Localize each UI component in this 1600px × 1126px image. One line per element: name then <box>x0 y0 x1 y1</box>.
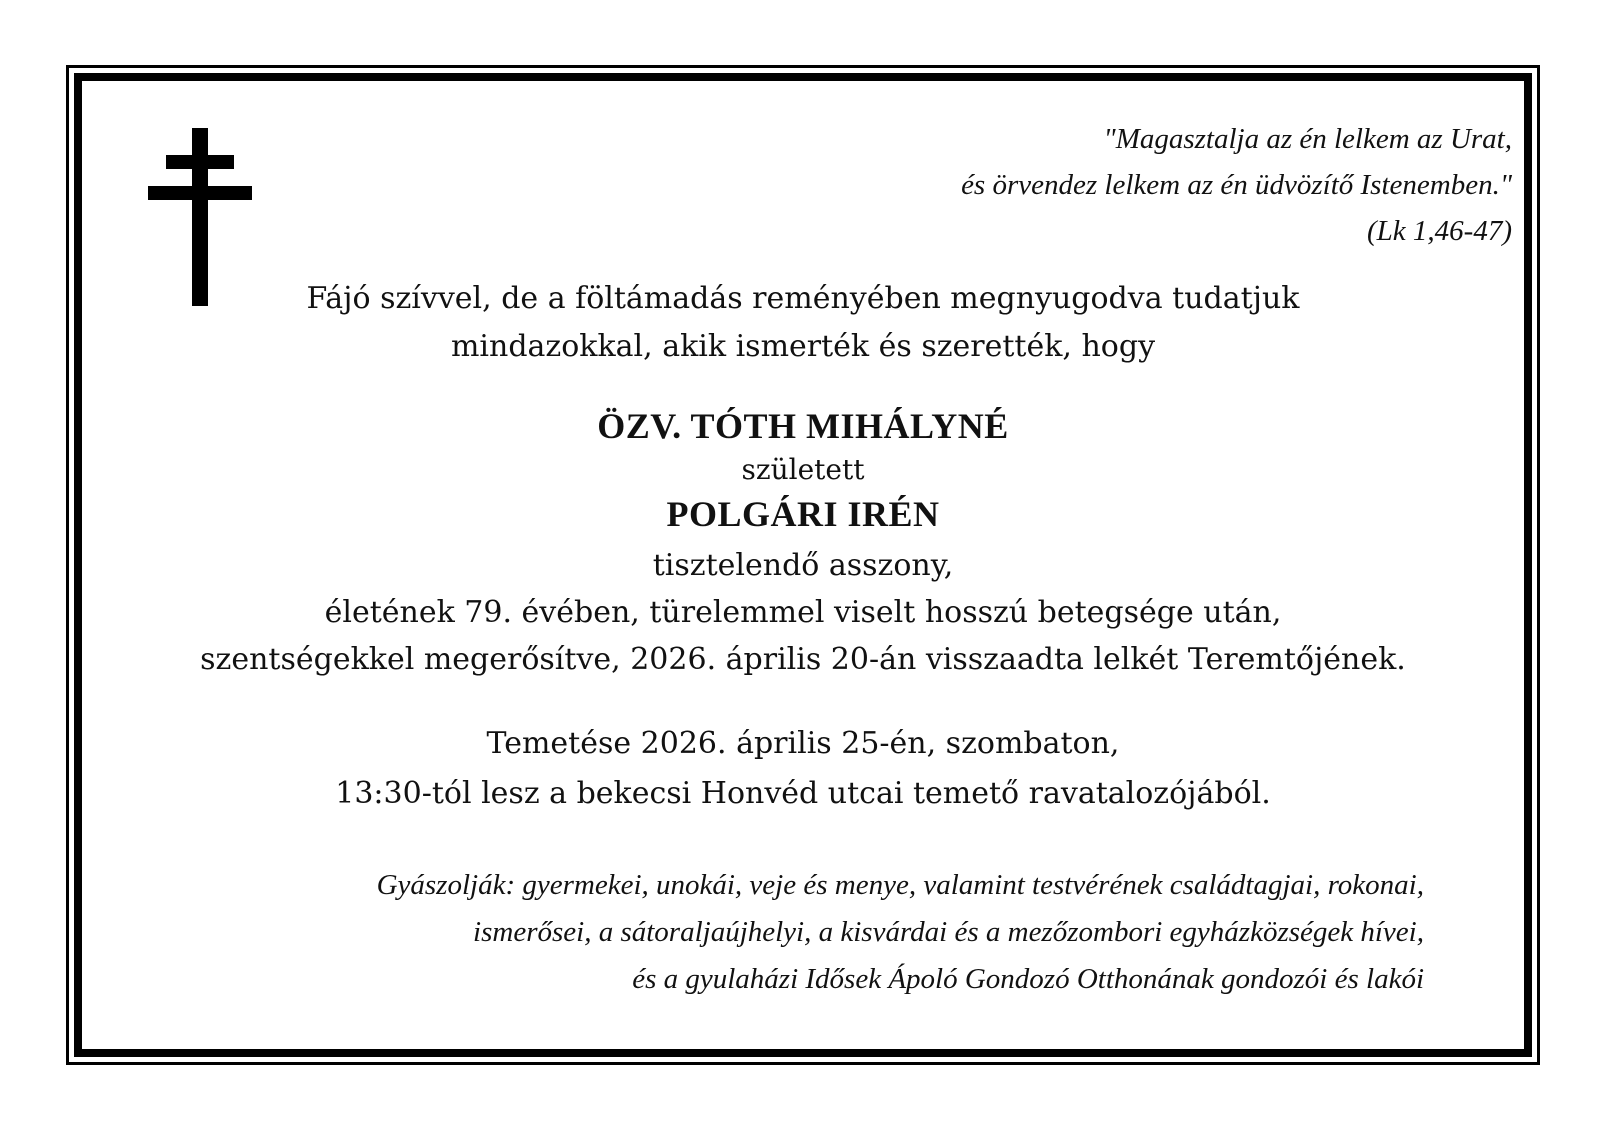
details-line-2: életének 79. évében, türelemmel viselt hosszú betegsége után, <box>324 595 1282 630</box>
mourners-line-1: Gyászolják: gyermekei, unokái, veje és menye, valamint testvérének családtagjai, rokonai, <box>376 869 1424 901</box>
funeral-line-1: Temetése 2026. április 25-én, szombaton, <box>486 726 1120 761</box>
funeral-line-2: 13:30-tól lesz a bekecsi Honvéd utcai temető ravatalozójából. <box>335 776 1271 811</box>
born-label: született <box>741 453 865 486</box>
cross-upper-beam <box>166 155 234 169</box>
details-line-1: tisztelendő asszony, <box>652 548 954 583</box>
death-details <box>120 542 1486 683</box>
mourners-line-3: és a gyulaházi Idősek Ápoló Gondozó Otthonának gondozói és lakói <box>632 963 1424 995</box>
mourners-list <box>224 862 1424 1003</box>
married-name: ÖZV. TÓTH MIHÁLYNÉ <box>597 406 1009 446</box>
quote-line-1: "Magasztalja az én lelkem az Urat, <box>1103 123 1512 155</box>
funeral-info <box>120 719 1486 819</box>
maiden-name: POLGÁRI IRÉN <box>666 494 940 534</box>
deceased-name-block <box>120 403 1486 537</box>
intro-line-2: mindazokkal, akik ismerték és szerették, hogy <box>450 329 1156 364</box>
quote-reference: (Lk 1,46-47) <box>1367 215 1512 247</box>
details-line-3: szentségekkel megerősítve, 2026. április 20-án visszaadta lelkét Teremtőjének. <box>200 642 1406 677</box>
cross-lower-beam <box>148 186 252 200</box>
quote-line-2: és örvendez lelkem az én üdvözítő Istenemben." <box>961 169 1512 201</box>
intro-line-1: Fájó szívvel, de a föltámadás reményében megnyugodva tudatjuk <box>306 281 1300 316</box>
announcement-intro <box>120 275 1486 371</box>
scripture-quote <box>752 116 1512 254</box>
mourners-line-2: ismerősei, a sátoraljaújhelyi, a kisvárdai és a mezőzombori egyházközségek hívei, <box>473 916 1424 948</box>
